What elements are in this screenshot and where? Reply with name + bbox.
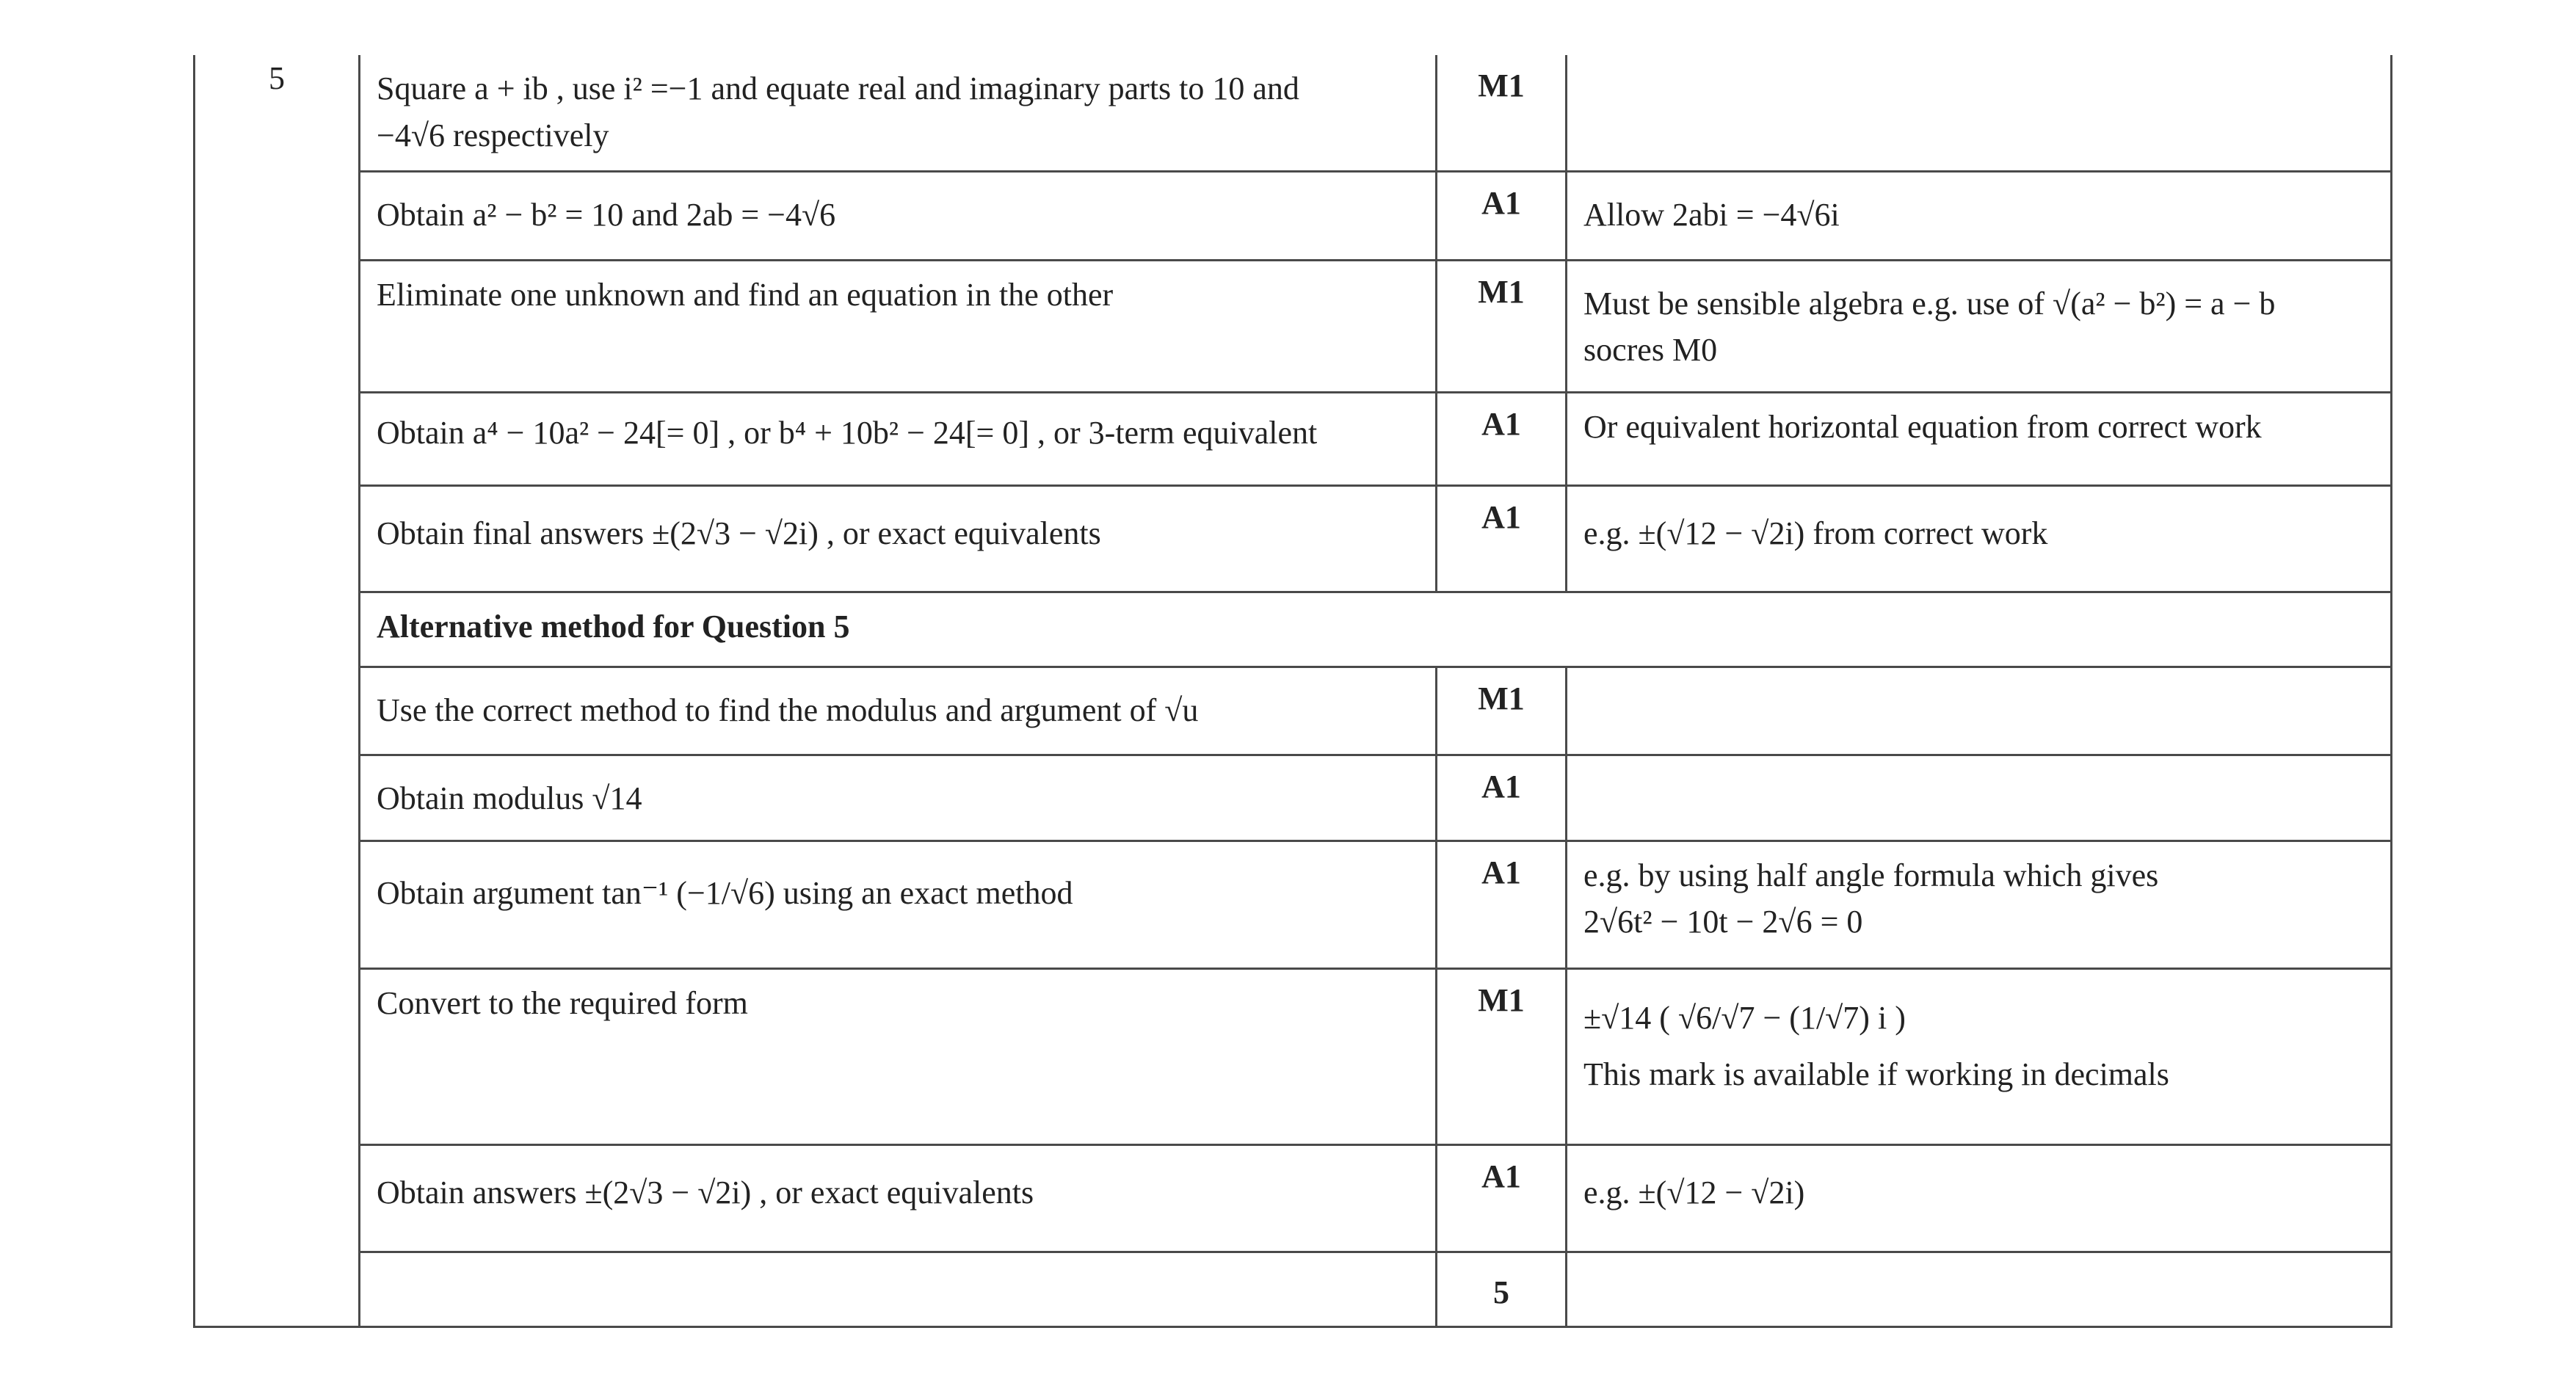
question-number: 5: [195, 55, 360, 1327]
answer-text: Obtain a² − b² = 10 and 2ab = −4√6: [377, 196, 836, 233]
answer-text: Square a + ib , use i² =−1 and equate real and imaginary parts to 10 and: [377, 70, 1299, 106]
guidance-cell: [1567, 667, 2392, 755]
answer-cell: [360, 968, 1437, 1144]
guidance-cell: [1567, 1252, 2392, 1327]
guidance-text: e.g. ±(√12 − √2i) from correct work: [1583, 515, 2048, 551]
table-row: [195, 171, 2392, 260]
guidance-text: socres M0: [1583, 332, 1718, 369]
table-row: [195, 1252, 2392, 1327]
guidance-cell: [1567, 171, 2392, 260]
answer-cell: [360, 1252, 1437, 1327]
answer-text: Convert to the required form: [377, 984, 748, 1021]
guidance-cell: [1567, 392, 2392, 485]
guidance-cell: [1567, 260, 2392, 392]
answer-text: Obtain a⁴ − 10a² − 24[= 0] , or b⁴ + 10b² − 24[= 0] , or 3-term equivalent: [377, 414, 1318, 451]
answer-cell: [360, 841, 1437, 968]
mark-cell: A1: [1437, 392, 1567, 485]
answer-cell: [360, 55, 1437, 171]
answer-cell: [360, 392, 1437, 485]
guidance-text: Allow 2abi = −4√6i: [1583, 196, 1840, 233]
answer-text: Eliminate one unknown and find an equation in the other: [377, 276, 1114, 313]
guidance-cell: [1567, 485, 2392, 592]
answer-cell: [360, 485, 1437, 592]
total-mark: 5: [1437, 1252, 1567, 1327]
table-row: [195, 1144, 2392, 1252]
guidance-cell: [1567, 841, 2392, 968]
mark-cell: M1: [1437, 968, 1567, 1144]
mark-cell: M1: [1437, 55, 1567, 171]
table-row: [195, 841, 2392, 968]
mark-cell: M1: [1437, 260, 1567, 392]
guidance-text: 2√6t² − 10t − 2√6 = 0: [1583, 904, 1863, 940]
guidance-text: e.g. ±(√12 − √2i): [1583, 1174, 1805, 1210]
table-row: [195, 755, 2392, 841]
guidance-cell: [1567, 968, 2392, 1144]
table-row: [195, 592, 2392, 667]
table-row: [195, 485, 2392, 592]
answer-cell: [360, 1144, 1437, 1252]
answer-text: Obtain modulus √14: [377, 780, 642, 816]
mark-scheme-table: [193, 55, 2392, 1328]
mark-cell: A1: [1437, 755, 1567, 841]
guidance-text: ±√14 ( √6/√7 − (1/√7) i ): [1583, 999, 1906, 1036]
guidance-text: e.g. by using half angle formula which gives: [1583, 857, 2159, 893]
answer-cell: [360, 667, 1437, 755]
mark-cell: A1: [1437, 485, 1567, 592]
guidance-cell: [1567, 1144, 2392, 1252]
mark-cell: A1: [1437, 841, 1567, 968]
guidance-text: This mark is available if working in decimals: [1583, 1056, 2169, 1093]
alt-method-heading: Alternative method for Question 5: [360, 592, 2392, 667]
answer-text: Obtain final answers ±(2√3 − √2i) , or exact equivalents: [377, 515, 1101, 551]
table-row: [195, 667, 2392, 755]
answer-text: Obtain answers ±(2√3 − √2i) , or exact equivalents: [377, 1174, 1034, 1210]
table-row: [195, 260, 2392, 392]
mark-cell: A1: [1437, 171, 1567, 260]
table-row: [195, 968, 2392, 1144]
answer-text: Obtain argument tan⁻¹ (−1/√6) using an exact method: [377, 874, 1073, 911]
mark-cell: M1: [1437, 667, 1567, 755]
answer-cell: [360, 171, 1437, 260]
mark-cell: A1: [1437, 1144, 1567, 1252]
table-row: [195, 392, 2392, 485]
mark-scheme-table-frame: [193, 55, 2390, 1329]
guidance-text: Or equivalent horizontal equation from correct work: [1583, 408, 2262, 445]
answer-text: Use the correct method to find the modulus and argument of √u: [377, 692, 1199, 728]
answer-text: −4√6 respectively: [377, 117, 609, 153]
guidance-cell: [1567, 755, 2392, 841]
table-row: [195, 55, 2392, 171]
answer-cell: [360, 260, 1437, 392]
guidance-cell: [1567, 55, 2392, 171]
guidance-text: Must be sensible algebra e.g. use of √(a² − b²) = a − b: [1583, 285, 2276, 322]
answer-cell: [360, 755, 1437, 841]
